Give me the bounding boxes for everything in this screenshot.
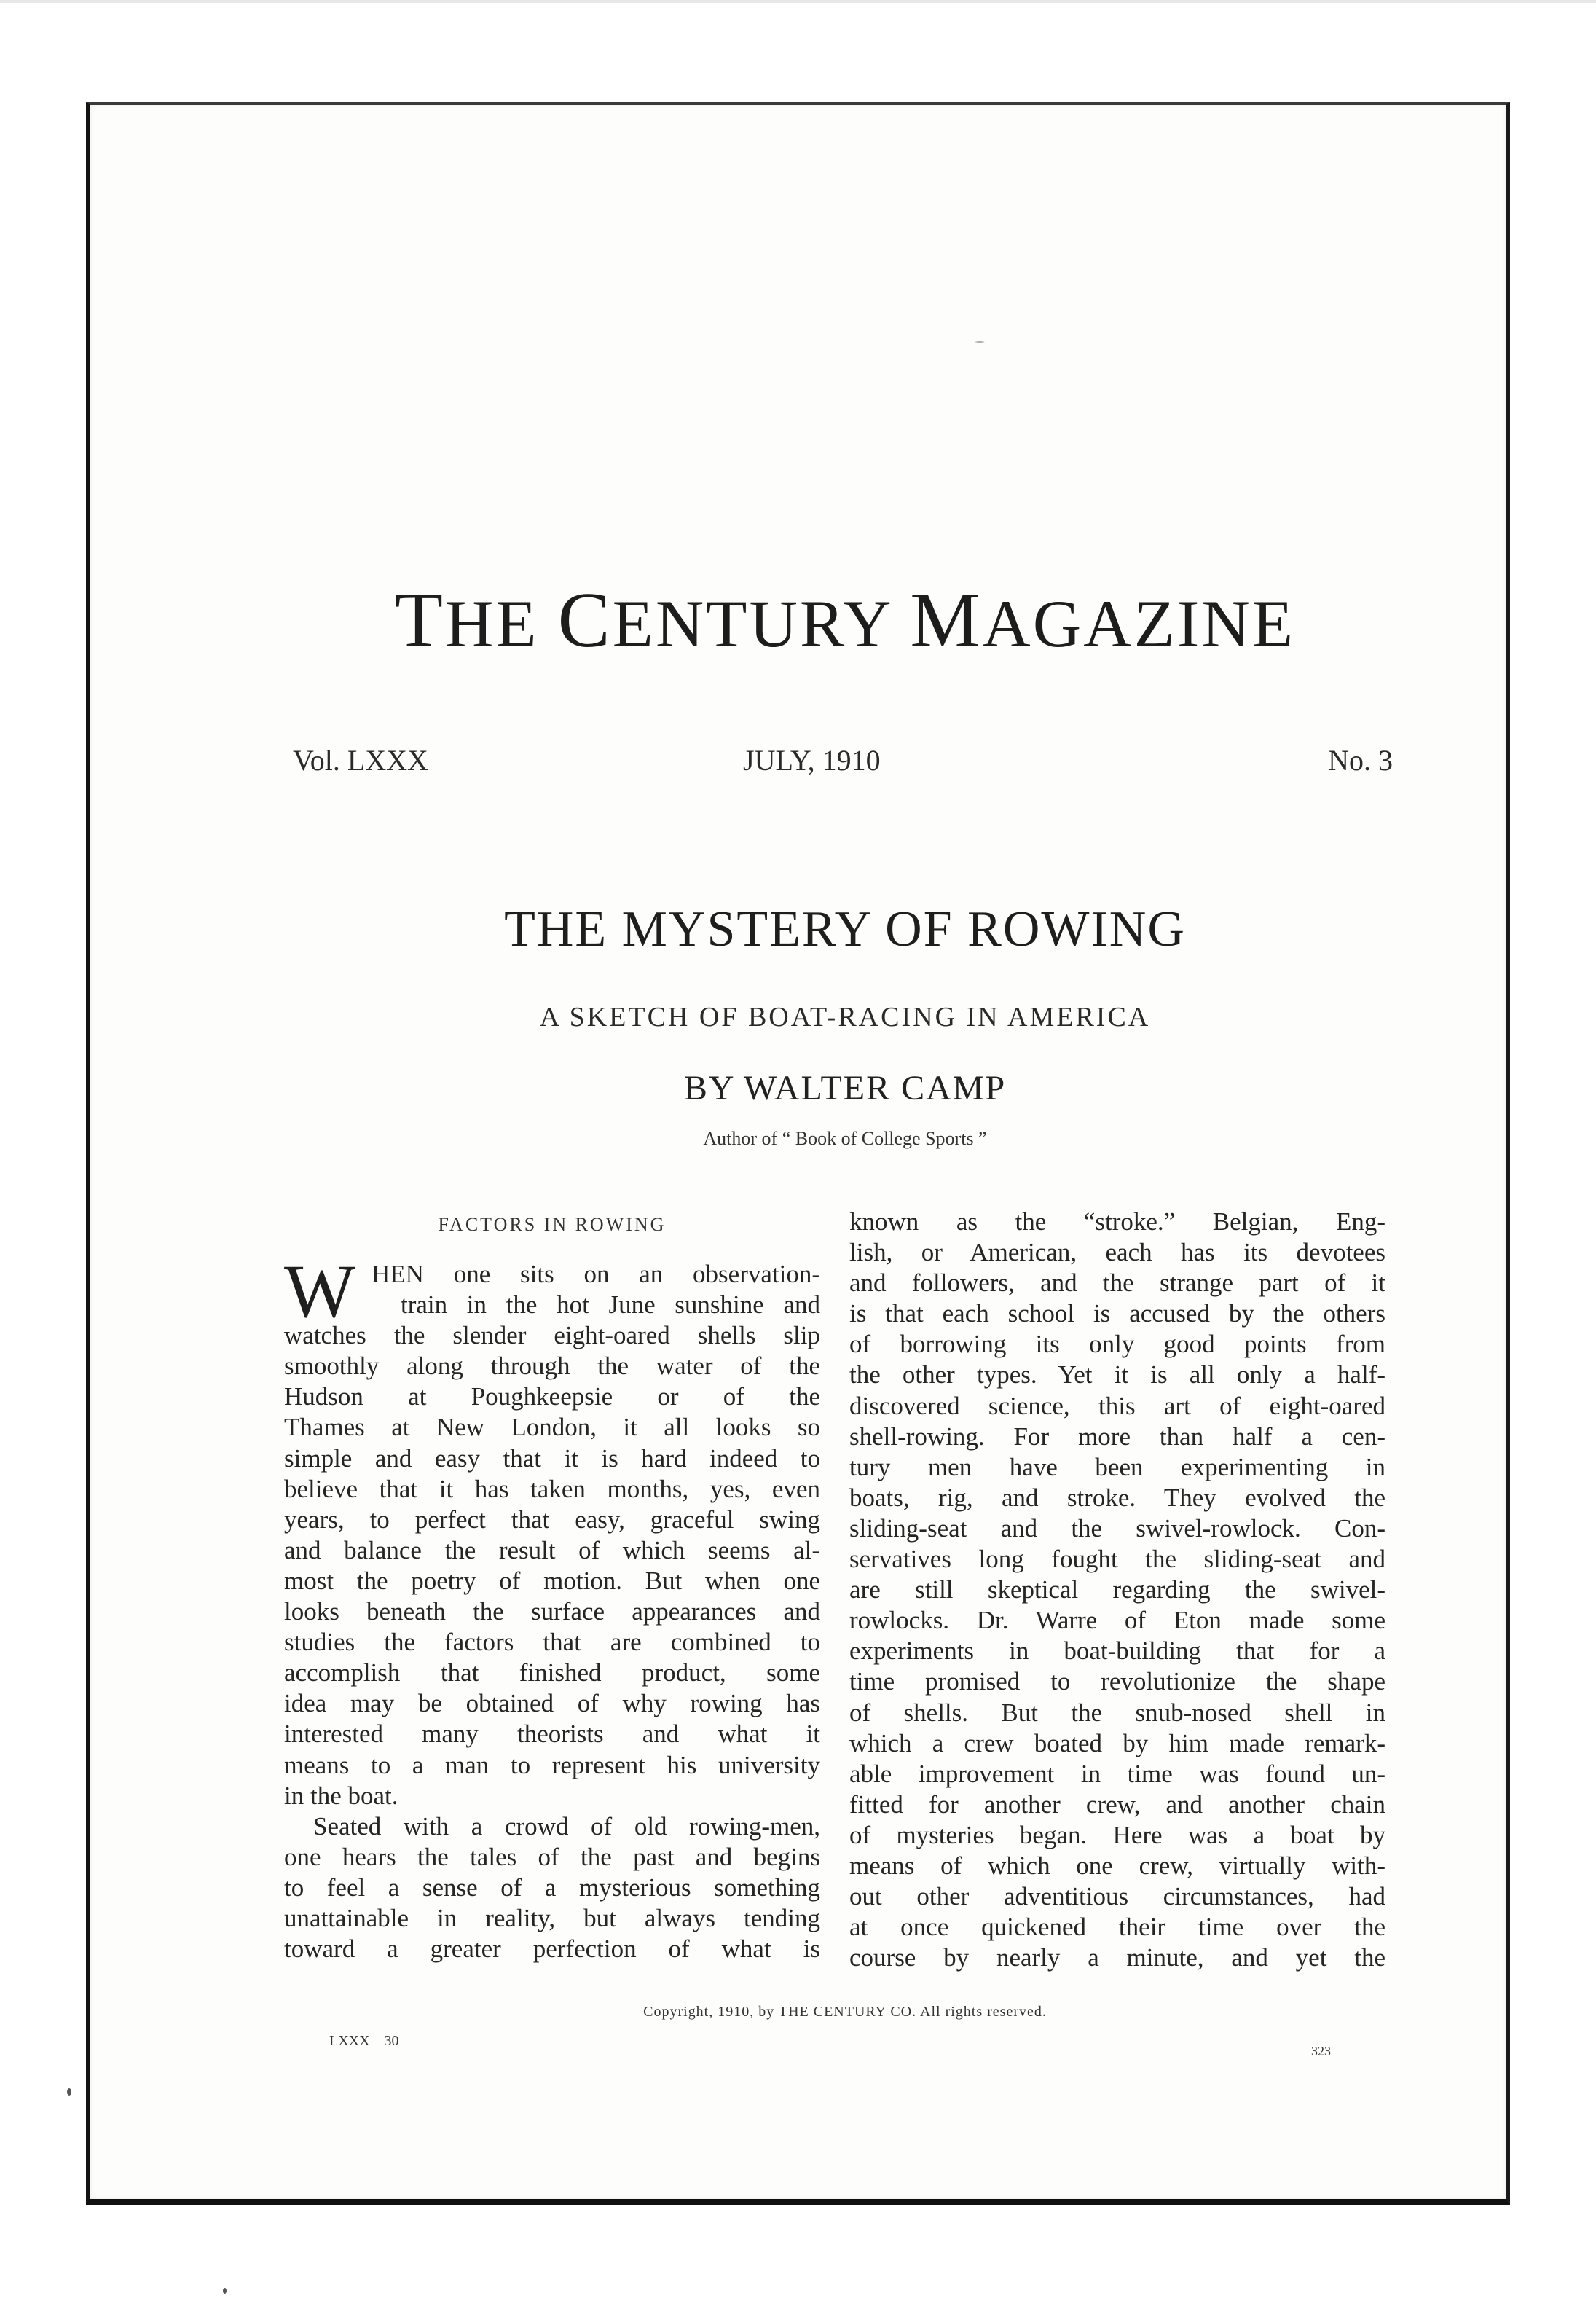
text-line: is that each school is accused by the others: [849, 1299, 1385, 1328]
copyright-notice: Copyright, 1910, by THE CENTURY CO. All rights reserved.: [643, 2004, 1047, 2020]
text-line: lish, or American, each has its devotees: [849, 1238, 1385, 1267]
text-line: accomplish that finished product, some: [284, 1658, 820, 1687]
text-line: experiments in boat-building that for a: [849, 1636, 1385, 1666]
text-line: at once quickened their time over the: [849, 1913, 1385, 1942]
text-line: sliding-seat and the swivel-rowlock. Con-: [849, 1513, 1385, 1543]
text-line: watches the slender eight-oared shells slip: [284, 1321, 820, 1350]
text-line: believe that it has taken months, yes, even: [284, 1474, 820, 1503]
text-line: and followers, and the strange part of it: [849, 1269, 1385, 1298]
magazine-title: THE CENTURY MAGAZINE: [394, 577, 1296, 664]
text-line: of borrowing its only good points from: [849, 1330, 1385, 1359]
text-line: Hudson at Poughkeepsie or of the: [284, 1382, 820, 1411]
text-line: known as the “stroke.” Belgian, Eng-: [849, 1207, 1385, 1236]
text-line: unattainable in reality, but always tending: [284, 1903, 820, 1932]
article-subtitle: A SKETCH OF BOAT-RACING IN AMERICA: [539, 1002, 1151, 1032]
text-line: means of which one crew, virtually with-: [849, 1851, 1385, 1880]
volume-label: Vol. LXXX: [293, 744, 428, 777]
text-line: discovered science, this art of eight-oared: [849, 1391, 1385, 1420]
text-line: Seated with a crowd of old rowing-men,: [313, 1811, 820, 1841]
scan-speck: [975, 341, 985, 343]
text-line: Thames at New London, it all looks so: [284, 1413, 820, 1442]
text-line: fitted for another crew, and another chain: [849, 1790, 1385, 1819]
text-line: smoothly along through the water of the: [284, 1352, 820, 1381]
text-line: which a crew boated by him made remark-: [849, 1728, 1385, 1757]
text-line: and balance the result of which seems al-: [284, 1535, 820, 1564]
text-line: rowlocks. Dr. Warre of Eton made some: [849, 1606, 1385, 1635]
text-line: to feel a sense of a mysterious something: [284, 1873, 820, 1902]
text-line: in the boat.: [284, 1781, 398, 1810]
issue-date: JULY, 1910: [743, 744, 881, 777]
text-line: train in the hot June sunshine and: [401, 1290, 820, 1320]
text-line: one hears the tales of the past and begins: [284, 1842, 820, 1871]
text-line: out other adventitious circumstances, had: [849, 1882, 1385, 1911]
text-line: means to a man to represent his university: [284, 1750, 820, 1779]
text-line: the other types. Yet it is all only a half-: [849, 1360, 1385, 1389]
text-line: years, to perfect that easy, graceful swing: [284, 1505, 820, 1534]
text-line: HEN one sits on an observation-: [372, 1260, 820, 1288]
text-line: boats, rig, and stroke. They evolved the: [849, 1483, 1385, 1512]
text-line: studies the factors that are combined to: [284, 1628, 820, 1657]
signature-mark: LXXX—30: [329, 2033, 399, 2049]
text-line: servatives long fought the sliding-seat and: [849, 1545, 1385, 1574]
text-line: shell-rowing. For more than half a cen-: [849, 1422, 1385, 1451]
text-line: time promised to revolutionize the shape: [849, 1667, 1385, 1696]
article-byline: BY WALTER CAMP: [683, 1069, 1007, 1108]
page-number: 323: [1311, 2044, 1331, 2058]
text-line: tury men have been experimenting in: [849, 1452, 1385, 1481]
text-line: idea may be obtained of why rowing has: [284, 1689, 820, 1718]
text-line: toward a greater perfection of what is: [284, 1935, 820, 1964]
text-line: are still skeptical regarding the swivel-: [849, 1575, 1385, 1604]
text-line: simple and easy that it is hard indeed to: [284, 1443, 820, 1473]
text-line: most the poetry of motion. But when one: [284, 1566, 820, 1595]
text-line: interested many theorists and what it: [284, 1720, 820, 1749]
author-credit: Author of “ Book of College Sports ”: [703, 1128, 987, 1149]
issue-number: No. 3: [1328, 744, 1393, 777]
scan-speck: [67, 2088, 71, 2096]
text-line: looks beneath the surface appearances and: [284, 1597, 820, 1626]
text-line: able improvement in time was found un-: [849, 1759, 1385, 1788]
text-line: of shells. But the snub-nosed shell in: [849, 1698, 1385, 1727]
section-heading: FACTORS IN ROWING: [438, 1214, 667, 1235]
scan-speck: [223, 2288, 227, 2294]
drop-cap: W: [284, 1250, 356, 1333]
text-line: course by nearly a minute, and yet the: [849, 1943, 1385, 1972]
right-column: [849, 1207, 1385, 1973]
article-title: THE MYSTERY OF ROWING: [504, 901, 1186, 957]
left-column: [284, 1250, 820, 1964]
text-line: of mysteries began. Here was a boat by: [849, 1820, 1385, 1849]
